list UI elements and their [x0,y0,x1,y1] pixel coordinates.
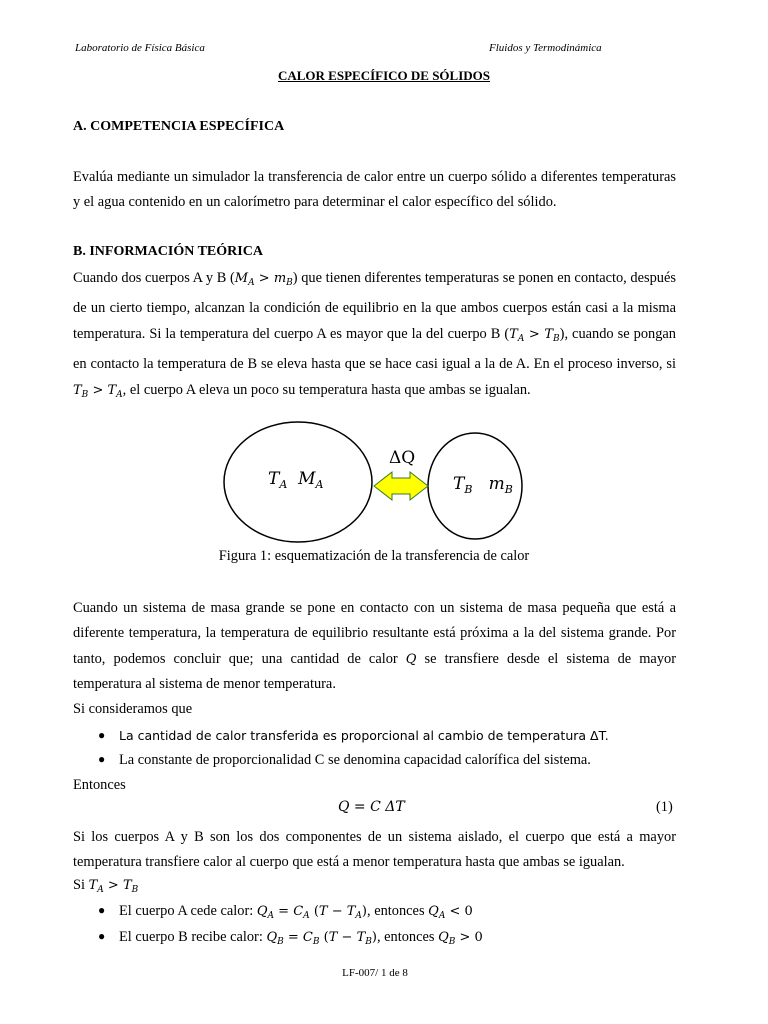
header-course-title: Fluidos y Termodinámica [489,42,602,54]
equation-number: (1) [656,799,673,815]
entonces-text: Entonces [73,777,126,793]
bullet-item-body-b: El cuerpo B recibe calor: $Q_B = C_B$ $(T - T_B)$, entonces $Q_B > 0$ [119,929,483,947]
document-title: CALOR ESPECÍFICO DE SÓLIDOS [277,68,491,83]
body-b-label: $T_B$ $m_B$ [453,474,513,496]
bullet-item-body-a: El cuerpo A cede calor: $Q_A = C_A$ $(T - T_A)$, entonces $Q_A < 0$ [119,903,473,921]
isolated-system-paragraph: Si los cuerpos A y B son los dos componentes de un sistema aislado, el cuerpo que está a mayor temperatura transfiere calor al cuerpo que está a menor temperatura hasta que ambas se igualan. [73,829,676,871]
si-consideramos-text: Si consideramos que [73,701,193,717]
section-b-heading: B. INFORMACIÓN TEÓRICA [73,244,263,259]
mass-paragraph: Cuando un sistema de masa grande se pone en contacto con un sistema de masa pequeña que está a diferente temperatura, la temperatura de equilibrio resultante está próxima a la del sistema grande. Por tanto, podemos concluir que; una cantidad de calor Q se transfiere desde el sistema de mayor temperatura al sistema de menor temperatura. [73,600,676,693]
bullet-item: La cantidad de calor transferida es proporcional al cambio de temperatura ΔT. [119,728,609,743]
bullet-icon: ● [98,728,106,742]
section-a-heading: A. COMPETENCIA ESPECÍFICA [73,119,285,134]
body-a-label: $T_A$ $M_A$ [268,469,324,491]
section-a-text: Evalúa mediante un simulador la transferencia de calor entre un cuerpo sólido a diferentes temperaturas y el agua contenido en un calorímetro para determinar el calor específico del sólido. [73,169,676,211]
section-b-paragraph: Cuando dos cuerpos A y B $(M_A > m_B)$ que tienen diferentes temperaturas se ponen en contacto, después de un cierto tiempo, alcanzan la condición de equilibrio en la que ambos cuerpos están casi a la misma temperatura. Si la temperatura del cuerpo A es mayor que la del cuerpo B $(T_A > T_B)$, cuando se pongan en contacto la temperatura de B se eleva hasta que se hace casi igual a la de A. En el proceso inverso, si $T_B > T_A$, el cuerpo A eleva un poco su temperatura hasta que ambas se igualan. [73,270,676,400]
delta-q-label: ΔQ [389,448,416,468]
bullet-icon: ● [98,752,106,766]
page-footer: LF-007/ 1 de 8 [342,967,408,979]
bullet-item: La constante de proporcionalidad C se denomina capacidad calorífica del sistema. [119,752,591,768]
bullet-icon: ● [98,929,106,943]
equation: Q = C ΔT [338,799,405,815]
header-lab-title: Laboratorio de Física Básica [75,42,205,54]
figure-caption: Figura 1: esquematización de la transferencia de calor [218,548,530,564]
bullet-icon: ● [98,903,106,917]
double-arrow-icon [374,472,428,500]
si-ta-condition: Si $T_A > T_B$ [73,877,139,895]
